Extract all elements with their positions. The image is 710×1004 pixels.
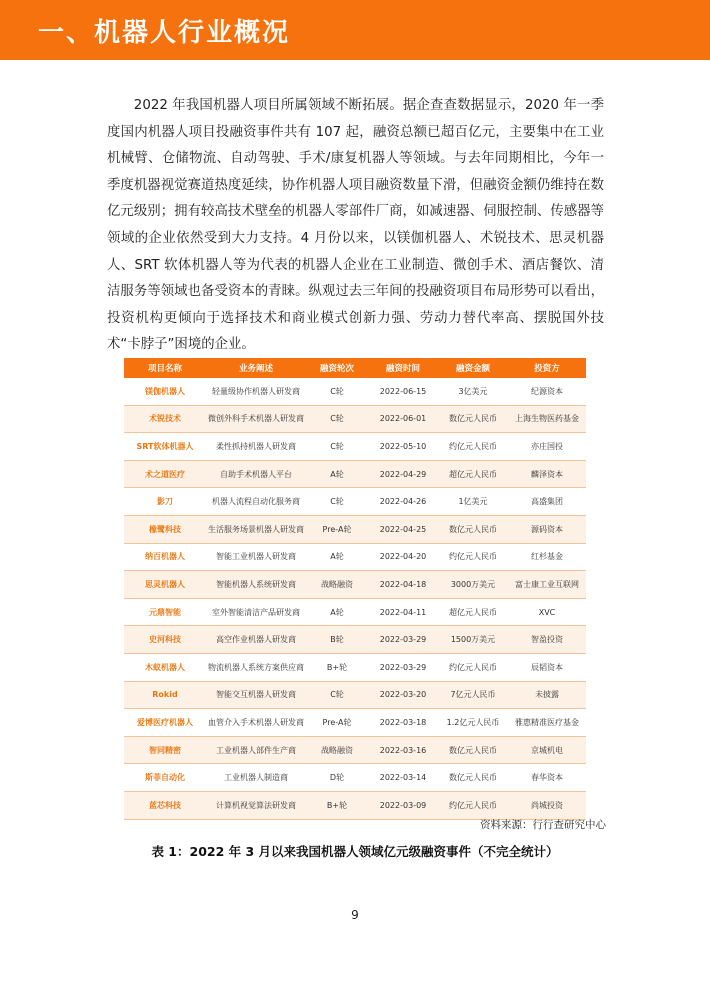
source-note: 资料来源：行行查研究中心 [480, 819, 606, 831]
table-cell: 麟泽资本 [508, 460, 586, 488]
table-cell: 京城机电 [508, 736, 586, 764]
table-row [124, 543, 586, 571]
table-cell: C轮 [306, 681, 368, 709]
table-cell: 2022-06-01 [368, 405, 438, 433]
table-cell: 轻量级协作机器人研发商 [206, 378, 306, 405]
table-cell: 2022-03-29 [368, 653, 438, 681]
table-row [124, 626, 586, 654]
table-cell: 2022-03-29 [368, 626, 438, 654]
table-cell: Pre-A轮 [306, 709, 368, 737]
table-cell: 2022-03-18 [368, 709, 438, 737]
table-cell: 春华资本 [508, 764, 586, 792]
financing-table-container [124, 358, 586, 820]
table-row [124, 571, 586, 599]
section-title: 一、机器人行业概况 [38, 18, 291, 48]
table-cell: 辰韬资本 [508, 653, 586, 681]
company-name-cell: 术之道医疗 [124, 460, 206, 488]
table-cell: 室外智能清洁产品研发商 [206, 598, 306, 626]
company-name-cell: 元鼎智能 [124, 598, 206, 626]
body-paragraph: 2022 年我国机器人项目所属领域不断拓展。据企查查数据显示，2020 年一季度国内机器人项目投融资事件共有 107 起，融资总额已超百亿元，主要集中在工业机械臂、仓储物流、自动驾驶、手术/康复机器人等领域。与去年同期相比，今年一季度机器视觉赛道热度延续，协作机器人项目融资数量下滑，但融资金额仍维持在数亿元级别；拥有较高技术壁垒的机器人零部件厂商，如减速器、伺服控制、传感器等领域的企业依然受到大力支持。4 月份以来，以镁伽机器人、术锐技术、思灵机器人、SRT 软体机器人等为代表的机器人企业在工业制造、微创手术、酒店餐饮、清洁服务等领域也备受资本的青睐。纵观过去三年间的投融资项目布局形势可以看出，投资机构更倾向于选择技术和商业模式创新力强、劳动力替代率高、摆脱国外技术“卡脖子”困境的企业。 [107, 98, 604, 353]
company-name-cell: 影刀 [124, 488, 206, 516]
table-cell: 微创外科手术机器人研发商 [206, 405, 306, 433]
table-row [124, 791, 586, 819]
table-cell: 血管介入手术机器人研发商 [206, 709, 306, 737]
table-cell: 智能机器人系统研发商 [206, 571, 306, 599]
table-cell: 3000万美元 [438, 571, 508, 599]
table-row [124, 378, 586, 405]
table-cell: 1500万美元 [438, 626, 508, 654]
table-cell: 2022-04-20 [368, 543, 438, 571]
table-cell: B轮 [306, 626, 368, 654]
table-cell: 2022-03-14 [368, 764, 438, 792]
table-row [124, 681, 586, 709]
table-cell: A轮 [306, 460, 368, 488]
table-row [124, 488, 586, 516]
table-cell: XVC [508, 598, 586, 626]
table-cell: C轮 [306, 405, 368, 433]
table-row [124, 433, 586, 461]
table-cell: 2022-04-26 [368, 488, 438, 516]
table-cell: 机器人流程自动化服务商 [206, 488, 306, 516]
table-cell: 智盈投资 [508, 626, 586, 654]
table-cell: 7亿元人民币 [438, 681, 508, 709]
table-cell: C轮 [306, 378, 368, 405]
table-caption: 表 1：2022 年 3 月以来我国机器人领域亿元级融资事件（不完全统计） [151, 844, 559, 859]
table-row [124, 405, 586, 433]
table-cell: 2022-04-29 [368, 460, 438, 488]
table-cell: Pre-A轮 [306, 515, 368, 543]
table-row [124, 653, 586, 681]
company-name-cell: 镁伽机器人 [124, 378, 206, 405]
table-cell: 约亿元人民币 [438, 653, 508, 681]
table-cell: 工业机器人制造商 [206, 764, 306, 792]
table-row [124, 764, 586, 792]
table-cell: A轮 [306, 598, 368, 626]
table-cell: 亦庄国投 [508, 433, 586, 461]
table-header-cell: 融资轮次 [319, 364, 354, 374]
table-body [124, 378, 586, 819]
table-cell: 自助手术机器人平台 [206, 460, 306, 488]
table-cell: 1亿美元 [438, 488, 508, 516]
company-name-cell: 斯菲自动化 [124, 764, 206, 792]
company-name-cell: 术锐技术 [124, 405, 206, 433]
table-cell: 2022-03-20 [368, 681, 438, 709]
table-cell: C轮 [306, 488, 368, 516]
table-header-cell: 业务阐述 [238, 364, 273, 374]
table-cell: A轮 [306, 543, 368, 571]
table-row [124, 709, 586, 737]
table-cell: 尚城投资 [508, 791, 586, 819]
company-name-cell: 木蚁机器人 [124, 653, 206, 681]
table-cell: D轮 [306, 764, 368, 792]
table-cell: 2022-04-11 [368, 598, 438, 626]
table-cell: 2022-04-18 [368, 571, 438, 599]
table-cell: 生活服务场景机器人研发商 [206, 515, 306, 543]
company-name-cell: 蓝芯科技 [124, 791, 206, 819]
table-cell: 2022-05-10 [368, 433, 438, 461]
table-header-cell: 投资方 [534, 364, 560, 374]
company-name-cell: 史河科技 [124, 626, 206, 654]
page-number: 9 [351, 908, 359, 922]
company-name-cell: 爱博医疗机器人 [124, 709, 206, 737]
table-cell: 智能工业机器人研发商 [206, 543, 306, 571]
table-cell: B+轮 [306, 791, 368, 819]
table-cell: 工业机器人部件生产商 [206, 736, 306, 764]
table-row [124, 598, 586, 626]
table-cell: 2022-03-09 [368, 791, 438, 819]
table-cell: 数亿元人民币 [438, 515, 508, 543]
table-cell: B+轮 [306, 653, 368, 681]
table-header-cell: 融资时间 [385, 364, 420, 374]
table-cell: 纪源资本 [508, 378, 586, 405]
company-name-cell: SRT软体机器人 [124, 433, 206, 461]
table-cell: 源码资本 [508, 515, 586, 543]
table-cell: 2022-06-15 [368, 378, 438, 405]
financing-table [124, 358, 586, 820]
table-cell: C轮 [306, 433, 368, 461]
table-row [124, 515, 586, 543]
table-cell: 上海生物医药基金 [508, 405, 586, 433]
table-header-cell: 项目名称 [147, 364, 182, 374]
table-cell: 柔性抓持机器人研发商 [206, 433, 306, 461]
company-name-cell: 思灵机器人 [124, 571, 206, 599]
table-cell: 超亿元人民币 [438, 598, 508, 626]
table-cell: 数亿元人民币 [438, 405, 508, 433]
company-name-cell: 橡鹭科技 [124, 515, 206, 543]
table-cell: 2022-04-25 [368, 515, 438, 543]
table-cell: 数亿元人民币 [438, 736, 508, 764]
table-cell: 3亿美元 [438, 378, 508, 405]
table-cell: 约亿元人民币 [438, 543, 508, 571]
table-cell: 雅惠精准医疗基金 [508, 709, 586, 737]
table-cell: 数亿元人民币 [438, 764, 508, 792]
table-cell: 战略融资 [306, 571, 368, 599]
table-cell: 智能交互机器人研发商 [206, 681, 306, 709]
table-cell: 约亿元人民币 [438, 791, 508, 819]
table-cell: 约亿元人民币 [438, 433, 508, 461]
company-name-cell: Rokid [124, 681, 206, 709]
table-cell: 超亿元人民币 [438, 460, 508, 488]
table-header-row [124, 358, 586, 378]
table-cell: 富士康工业互联网 [508, 571, 586, 599]
table-cell: 1.2亿元人民币 [438, 709, 508, 737]
table-cell: 物流机器人系统方案供应商 [206, 653, 306, 681]
table-cell: 未披露 [508, 681, 586, 709]
table-cell: 2022-03-16 [368, 736, 438, 764]
table-cell: 高盛集团 [508, 488, 586, 516]
company-name-cell: 纳百机器人 [124, 543, 206, 571]
table-cell: 高空作业机器人研发商 [206, 626, 306, 654]
table-header-cell: 融资金额 [455, 364, 490, 374]
table-row [124, 460, 586, 488]
header-bar [0, 0, 710, 60]
table-cell: 战略融资 [306, 736, 368, 764]
table-cell: 计算机视觉算法研发商 [206, 791, 306, 819]
company-name-cell: 智同精密 [124, 736, 206, 764]
table-cell: 红杉基金 [508, 543, 586, 571]
table-row [124, 736, 586, 764]
